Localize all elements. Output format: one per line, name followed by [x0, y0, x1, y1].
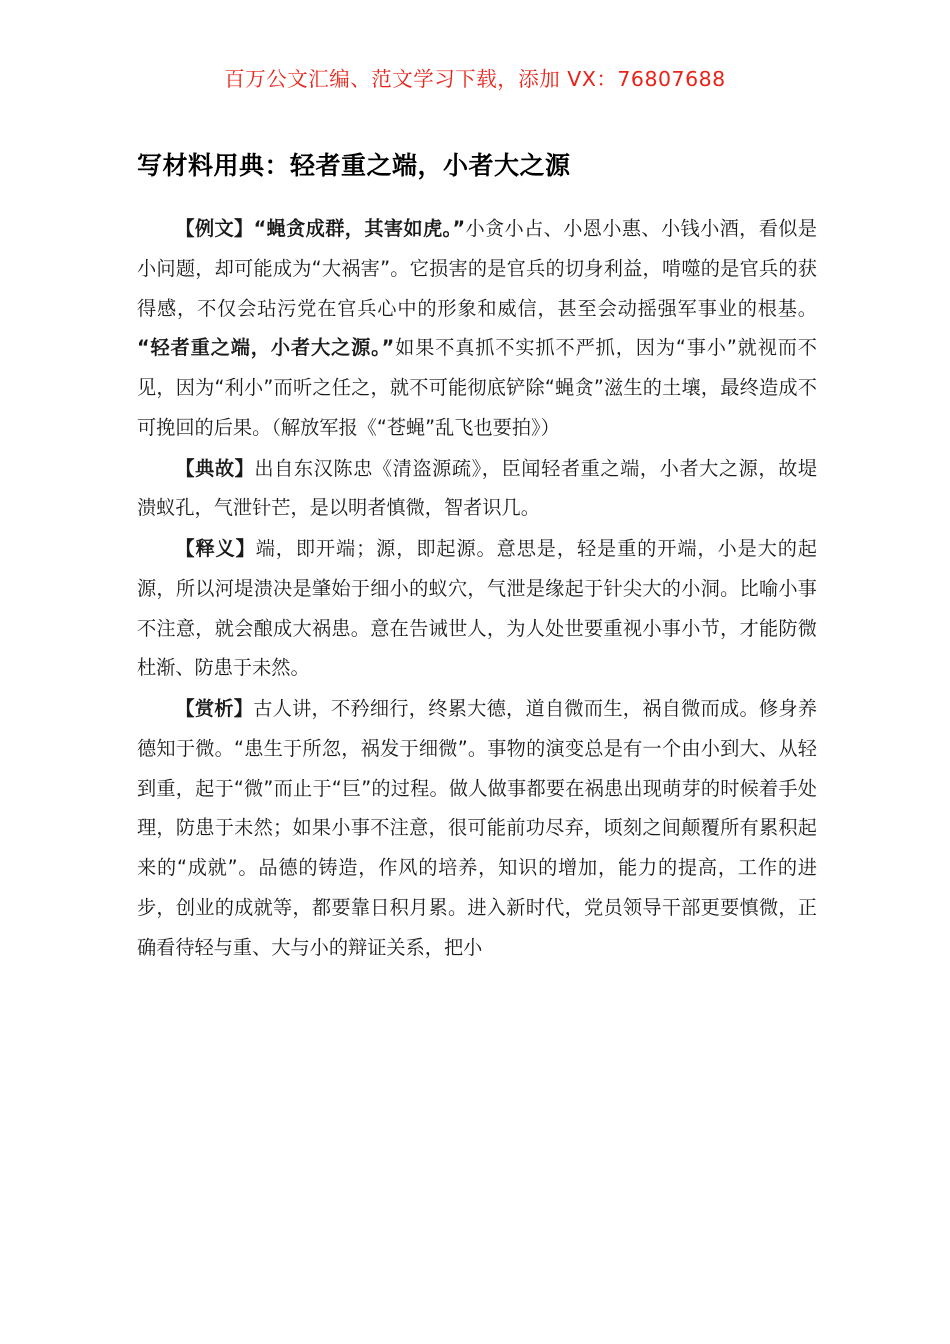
paragraph-example: 【例文】“蝇贪成群，其害如虎。”小贪小占、小恩小惠、小钱小酒，看似是小问题，却可能成为“大祸害”。它损害的是官兵的切身利益，啃噬的是官兵的获得感，不仅会玷污党在官兵心中的形象和威信，甚至会动摇强军事业的根基。“轻者重之端，小者大之源。”如果不真抓不实抓不严抓，因为“事小”就视而不见，因为“利小”而听之任之，就不可能彻底铲除“蝇贪”滋生的土壤，最终造成不可挽回的后果。（解放军报《“苍蝇”乱飞也要拍》）	[137, 217, 818, 439]
document-body	[137, 148, 817, 968]
promo-banner: 百万公文汇编、范文学习下载，添加 VX：76807688	[224, 67, 726, 91]
paragraph-appreciation: 【赏析】古人讲，不矜细行，终累大德，道自微而生，祸自微而成。修身养德知于微。“患生于所忽，祸发于细微”。事物的演变总是有一个由小到大、从轻到重，起于“微”而止于“巨”的过程。做人做事都要在祸患出现萌芽的时候着手处理，防患于未然；如果小事不注意，很可能前功尽弃，顷刻之间颠覆所有累积起来的“成就”。品德的铸造，作风的培养，知识的增加，能力的提高，工作的进步，创业的成就等，都要靠日积月累。进入新时代，党员领导干部更要慎微，正确看待轻与重、大与小的辩证关系，把小	[137, 697, 818, 959]
paragraph-definition: 【释义】端，即开端；源，即起源。意思是，轻是重的开端，小是大的起源，所以河堤溃决是肇始于细小的蚁穴，气泄是缘起于针尖大的小洞。比喻小事不注意，就会酿成大祸患。意在告诫世人，为人处世要重视小事小节，才能防微杜渐、防患于未然。	[137, 537, 817, 680]
paragraph-allusion: 【典故】出自东汉陈忠《清盗源疏》，臣闻轻者重之端，小者大之源，故堤溃蚁孔，气泄针芒，是以明者慎微，智者识几。	[137, 456, 818, 520]
page-title: 写材料用典：轻者重之端，小者大之源	[137, 151, 571, 180]
